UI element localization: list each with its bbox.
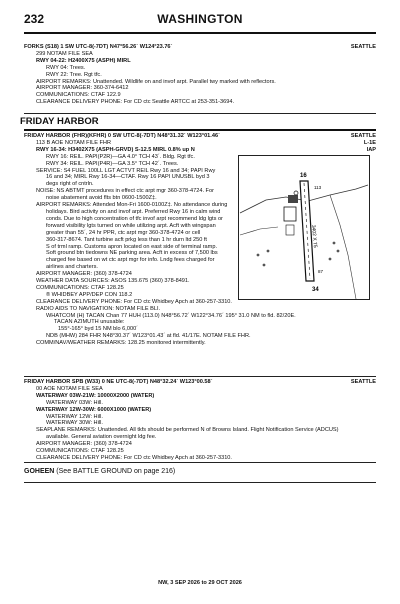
section-rule <box>24 482 376 483</box>
page-footer: NW, 3 SEP 2026 to 29 OCT 2026 <box>158 580 242 586</box>
goheen-entry <box>24 468 175 475</box>
spb-line: WATERWAY 30W: Hill. <box>46 420 103 427</box>
forks-region: SEATTLE <box>350 44 376 50</box>
fhr-line: holidays. Bird activity on and invof arpt. Preferred Rwy 16 in calm wind <box>46 208 221 215</box>
fhr-line: RWY 16: REIL. PAPI(P2R)—GA 4.0° TCH 43´. Bldg. Rgt tfc. <box>46 153 195 160</box>
fhr-line: RADIO AIDS TO NAVIGATION: NOTAM FILE BLI. <box>36 305 161 312</box>
spb-line: 00 AOE NOTAM FILE SEA <box>36 385 103 392</box>
goheen-note: (See BATTLE GROUND on page 216) <box>56 468 176 475</box>
forks-line: 299 NOTAM FILE SEA <box>36 50 93 57</box>
fhr-line: charged fee based on wt ctc arpt mgr for info. Lndg fees charged for <box>46 257 215 264</box>
spb-entry <box>24 379 339 462</box>
fhr-line: COMMUNICATIONS: CTAF 128.25 <box>36 284 124 291</box>
city-rule <box>24 129 376 131</box>
forks-title: FORKS (S18) 1 SW UTC-8(-7DT) N47°56.26´ W124°23.76´ <box>24 44 173 50</box>
fhr-line: 360-317-8674. Tant turbine acft prkg less than 1 hr durn ltd 250 ft <box>46 236 207 243</box>
fhr-line: TACAN AZIMUTH unusable: <box>54 319 125 326</box>
fhr-line: 113 B AOE NOTAM FILE FHR <box>36 139 112 146</box>
page-header <box>24 12 376 28</box>
fhr-line: conds. Due to high concentration of tfc invof arpt recommend ldg lgts or <box>46 215 223 222</box>
spb-line: WATERWAY 03W-21W: 10000X2000 (WATER) <box>36 392 155 399</box>
fhr-line: 16 and 34; MIRL Rwy 16-34—CTAF. Rwy 16 PAPI UNUSBL byd 3 <box>46 174 210 181</box>
fhr-line: RWY 34: REIL. PAPI(P4R)—GA 3.5° TCH 42´. Trees. <box>46 160 179 167</box>
fhr-line: WHATCOM (H) TACAN Chan 77 HUH (113.0) N48°56.72´ W122°34.76´ 195° 31.0 NM to fld. 82/20E. <box>46 312 296 319</box>
fhr-line: AIRPORT REMARKS: Attended Mon-Fri 1600-0100Z‡. No attendance during <box>36 202 228 209</box>
forks-line: RWY 22: Tree. Rgt tfc. <box>46 71 102 78</box>
goheen-name: GOHEEN <box>24 468 55 475</box>
runway-16-label: 16 <box>300 173 307 179</box>
spb-line: WATERWAY 12W: Hill. <box>46 413 103 420</box>
fhr-chart-ref: L-1E <box>363 139 376 146</box>
fhr-line: airlines and charters. <box>46 264 98 271</box>
fhr-line: NDB (MHW) 284 FHR N48°30.37´ W123°01.43´ at fld. 41/17E. NOTAM FILE FHR. <box>46 333 251 340</box>
spb-title: FRIDAY HARBOR SPB (W33) 0 NE UTC-8(-7DT) N48°32.24´ W123°00.58´ <box>24 379 213 385</box>
forks-entry <box>24 44 276 106</box>
fhr-line: SERVICE: S4 FUEL 100LL LGT ACTVT REIL Rwy 16 and 34; PAPI Rwy <box>36 167 216 174</box>
forks-line: AIRPORT MANAGER: 360-374-6412 <box>36 85 129 92</box>
fhr-line: AIRPORT MANAGER: (360) 378-4724 <box>36 271 132 278</box>
fhr-region <box>351 133 376 154</box>
fhr-title: FRIDAY HARBOR (FHR)(KFHR) 0 SW UTC-8(-7DT) N48°31.32´ W123°01.46´ <box>24 133 220 139</box>
spb-line: CLEARANCE DELIVERY PHONE: For CD ctc Whidbey Apch at 360-257-3310. <box>36 454 232 461</box>
spb-line: COMMUNICATIONS: CTAF 128.25 <box>36 448 124 455</box>
fhr-line: Soft ground btn tiedowns NE parking area. Acft in excess of 7,500 lbs <box>46 250 218 257</box>
elevation-label-north: 113 <box>314 185 322 190</box>
spb-line: AIRPORT MANAGER: (360) 378-4724 <box>36 441 132 448</box>
fhr-line: CLEARANCE DELIVERY PHONE: For CD ctc Whidbey Apch at 360-257-3310. <box>36 298 232 305</box>
header-rule <box>24 32 376 34</box>
fhr-line: noise abatement avoid flts btn 0600-1500Z‡. <box>46 195 157 202</box>
section-rule <box>24 376 376 377</box>
forks-line: RWY 04: Trees. <box>46 64 86 71</box>
forks-line: RWY 04-22: H2400X75 (ASPH) MIRL <box>36 57 131 64</box>
spb-line: WATERWAY 12W-30W: 6000X1000 (WATER) <box>36 406 152 413</box>
fhr-line: ® WHIDBEY APP/DEP CON 118.2 <box>46 291 133 298</box>
section-rule <box>24 462 376 463</box>
fhr-line: S of trml ramp. Customs apron located on east side of terminal ramp. <box>46 243 217 250</box>
spb-line: available. General aviation overnight ldg fee. <box>46 434 157 441</box>
fhr-line: greater than 55´, 24 hr PPR, ctc arpt mgr 360-378-4724 or cell <box>46 229 201 236</box>
terminal-building <box>288 195 298 203</box>
fhr-region-name: SEATTLE <box>350 133 376 139</box>
runway-34-label: 34 <box>312 287 319 293</box>
city-heading: FRIDAY HARBOR <box>20 116 99 127</box>
forks-line: CLEARANCE DELIVERY PHONE: For CD ctc Seattle ARTCC at 253-351-3694. <box>36 99 235 106</box>
fhr-line: COMM/NAV/WEATHER REMARKS: 128.25 monitored intermittently. <box>36 340 206 347</box>
fhr-line: 155°-165° byd 15 NM blo 6,000´ <box>58 326 139 333</box>
fhr-line: WEATHER DATA SOURCES: ASOS 135.675 (360) 378-8491. <box>36 278 190 285</box>
state-title: WASHINGTON <box>157 12 243 26</box>
fhr-line: NOISE: NS ABTMT procedures in effect ctc arpt mgr 360-378-4724. For <box>36 188 214 195</box>
forks-line: AIRPORT REMARKS: Unattended. Wildlife on and invof arpt. Parallel twy marked with reflectors. <box>36 78 276 85</box>
fhr-iap: IAP <box>366 146 376 153</box>
spb-region: SEATTLE <box>350 379 376 385</box>
fhr-line: RWY 16-34: H3402X75 (ASPH-GRVD) S-12.5 MIRL 0.8% up N <box>36 146 195 153</box>
spb-line: SEAPLANE REMARKS: Unattended. All tkfs should be performed N of Browns Island. Flight Notification Service (ADCUS) <box>36 427 339 434</box>
forks-line: COMMUNICATIONS: CTAF 122.9 <box>36 92 121 99</box>
runway-dimension-label: 3402 X 75 <box>310 224 318 248</box>
spb-line: WATERWAY 03W: Hill. <box>46 399 103 406</box>
fhr-line: forward visibility lgts turned on while utilizing arpt. Acft with wingspan <box>46 222 216 229</box>
section-rule <box>24 113 376 114</box>
page-number: 232 <box>24 12 45 26</box>
airport-diagram <box>238 155 370 300</box>
fhr-line: degs right of cntrln. <box>46 181 94 188</box>
elevation-label-south: 87 <box>318 269 324 274</box>
